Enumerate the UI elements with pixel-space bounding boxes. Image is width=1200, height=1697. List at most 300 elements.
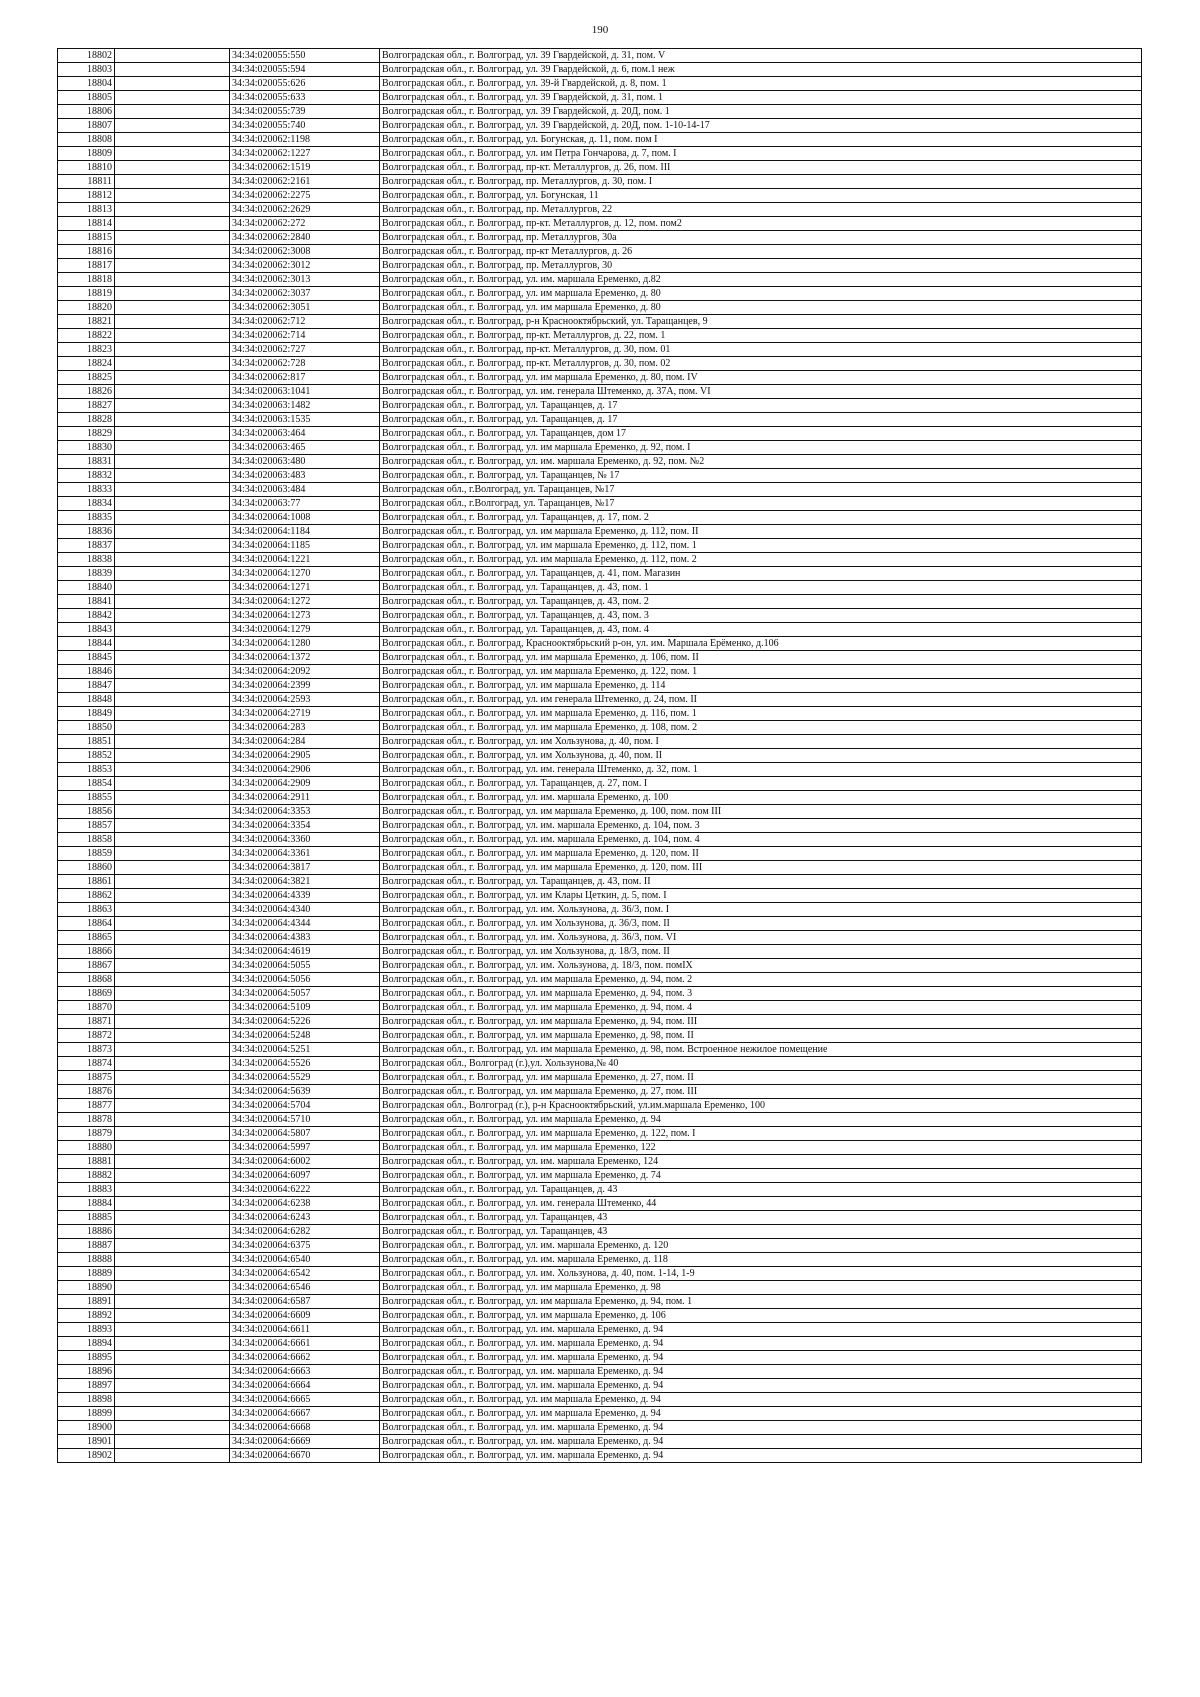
blank-cell [115, 1281, 230, 1295]
blank-cell [115, 175, 230, 189]
address-cell: Волгоградская обл., г. Волгоград, ул. им Хользунова, д. 40, пом. II [380, 749, 1142, 763]
address-cell: Волгоградская обл., г. Волгоград, ул. Таращанцев, д. 17 [380, 399, 1142, 413]
row-number-cell: 18849 [58, 707, 115, 721]
blank-cell [115, 707, 230, 721]
cadastral-number-cell: 34:34:020064:5639 [230, 1085, 380, 1099]
table-row [58, 371, 1142, 385]
table-row [58, 819, 1142, 833]
address-cell: Волгоградская обл., г. Волгоград, ул. им маршала Еременко, д. 92, пом. I [380, 441, 1142, 455]
address-cell: Волгоградская обл., г. Волгоград, ул. им маршала Еременко, д. 94, пом. III [380, 1015, 1142, 1029]
blank-cell [115, 1197, 230, 1211]
address-cell: Волгоградская обл., г. Волгоград, ул. Таращанцев, д. 43, пом. 3 [380, 609, 1142, 623]
address-cell: Волгоградская обл., г. Волгоград, ул. Таращанцев, д. 43, пом. 4 [380, 623, 1142, 637]
cadastral-number-cell: 34:34:020064:3360 [230, 833, 380, 847]
cadastral-number-cell: 34:34:020064:5055 [230, 959, 380, 973]
address-cell: Волгоградская обл., г. Волгоград, ул. им. генерала Штеменко, д. 32, пом. 1 [380, 763, 1142, 777]
cadastral-number-cell: 34:34:020064:284 [230, 735, 380, 749]
address-cell: Волгоградская обл., г. Волгоград, ул. им. Хользунова, д. 36/3, пом. VI [380, 931, 1142, 945]
cadastral-number-cell: 34:34:020064:6587 [230, 1295, 380, 1309]
address-cell: Волгоградская обл., г. Волгоград, ул. им. маршала Еременко, д. 94 [380, 1435, 1142, 1449]
address-cell: Волгоградская обл., г. Волгоград, ул. им. генерала Штеменко, 44 [380, 1197, 1142, 1211]
cadastral-number-cell: 34:34:020062:2629 [230, 203, 380, 217]
table-row [58, 651, 1142, 665]
row-number-cell: 18845 [58, 651, 115, 665]
cadastral-number-cell: 34:34:020064:6540 [230, 1253, 380, 1267]
table-row [58, 1295, 1142, 1309]
cadastral-number-cell: 34:34:020064:5710 [230, 1113, 380, 1127]
address-cell: Волгоградская обл., г. Волгоград, ул. Таращанцев, 43 [380, 1211, 1142, 1225]
address-cell: Волгоградская обл., г. Волгоград, ул. им. маршала Еременко, д. 94 [380, 1449, 1142, 1463]
row-number-cell: 18883 [58, 1183, 115, 1197]
cadastral-number-cell: 34:34:020055:626 [230, 77, 380, 91]
cadastral-number-cell: 34:34:020063:1041 [230, 385, 380, 399]
blank-cell [115, 735, 230, 749]
row-number-cell: 18899 [58, 1407, 115, 1421]
address-cell: Волгоградская обл., г. Волгоград, ул. им. маршала Еременко, д. 94 [380, 1323, 1142, 1337]
table-row [58, 315, 1142, 329]
table-row [58, 1099, 1142, 1113]
address-cell: Волгоградская обл., г. Волгоград, ул. им. маршала Еременко, д. 94 [380, 1379, 1142, 1393]
blank-cell [115, 1323, 230, 1337]
cadastral-number-cell: 34:34:020064:6002 [230, 1155, 380, 1169]
address-cell: Волгоградская обл., г. Волгоград, ул. им маршала Еременко, д. 120, пом. III [380, 861, 1142, 875]
cadastral-number-cell: 34:34:020064:4339 [230, 889, 380, 903]
table-row [58, 301, 1142, 315]
row-number-cell: 18885 [58, 1211, 115, 1225]
blank-cell [115, 91, 230, 105]
address-cell: Волгоградская обл., г. Волгоград, ул. им Хользунова, д. 18/3, пом. II [380, 945, 1142, 959]
blank-cell [115, 1295, 230, 1309]
cadastral-number-cell: 34:34:020055:633 [230, 91, 380, 105]
cadastral-number-cell: 34:34:020064:6665 [230, 1393, 380, 1407]
table-row [58, 357, 1142, 371]
blank-cell [115, 1225, 230, 1239]
row-number-cell: 18833 [58, 483, 115, 497]
row-number-cell: 18892 [58, 1309, 115, 1323]
table-row [58, 413, 1142, 427]
row-number-cell: 18811 [58, 175, 115, 189]
table-row [58, 161, 1142, 175]
cadastral-number-cell: 34:34:020064:283 [230, 721, 380, 735]
cadastral-number-cell: 34:34:020062:1519 [230, 161, 380, 175]
blank-cell [115, 329, 230, 343]
cadastral-number-cell: 34:34:020064:2909 [230, 777, 380, 791]
blank-cell [115, 1113, 230, 1127]
address-cell: Волгоградская обл., г. Волгоград, пр-кт. Металлургов, д. 22, пом. 1 [380, 329, 1142, 343]
table-row [58, 861, 1142, 875]
blank-cell [115, 875, 230, 889]
address-cell: Волгоградская обл., г. Волгоград, пр-кт. Металлургов, д. 12, пом. пом2 [380, 217, 1142, 231]
table-row [58, 1057, 1142, 1071]
row-number-cell: 18817 [58, 259, 115, 273]
cadastral-number-cell: 34:34:020062:2161 [230, 175, 380, 189]
blank-cell [115, 1351, 230, 1365]
address-cell: Волгоградская обл., г. Волгоград, ул. им. маршала Еременко, д. 94 [380, 1351, 1142, 1365]
table-row [58, 1435, 1142, 1449]
table-row [58, 903, 1142, 917]
table-row [58, 1169, 1142, 1183]
row-number-cell: 18864 [58, 917, 115, 931]
table-row [58, 609, 1142, 623]
row-number-cell: 18803 [58, 63, 115, 77]
cadastral-number-cell: 34:34:020064:1273 [230, 609, 380, 623]
blank-cell [115, 1239, 230, 1253]
row-number-cell: 18819 [58, 287, 115, 301]
row-number-cell: 18840 [58, 581, 115, 595]
row-number-cell: 18888 [58, 1253, 115, 1267]
table-row [58, 385, 1142, 399]
blank-cell [115, 1085, 230, 1099]
cadastral-number-cell: 34:34:020064:2905 [230, 749, 380, 763]
row-number-cell: 18862 [58, 889, 115, 903]
table-row [58, 175, 1142, 189]
cadastral-number-cell: 34:34:020055:594 [230, 63, 380, 77]
blank-cell [115, 889, 230, 903]
table-row [58, 889, 1142, 903]
table-row [58, 707, 1142, 721]
address-cell: Волгоградская обл., г. Волгоград, ул. им Клары Цеткин, д. 5, пом. I [380, 889, 1142, 903]
table-row [58, 343, 1142, 357]
table-row [58, 987, 1142, 1001]
address-cell: Волгоградская обл., г. Волгоград, пр. Металлургов, 30 [380, 259, 1142, 273]
blank-cell [115, 623, 230, 637]
row-number-cell: 18887 [58, 1239, 115, 1253]
blank-cell [115, 791, 230, 805]
blank-cell [115, 483, 230, 497]
row-number-cell: 18851 [58, 735, 115, 749]
blank-cell [115, 917, 230, 931]
cadastral-number-cell: 34:34:020064:2092 [230, 665, 380, 679]
table-row [58, 553, 1142, 567]
cadastral-number-cell: 34:34:020064:1279 [230, 623, 380, 637]
table-row [58, 1015, 1142, 1029]
cadastral-number-cell: 34:34:020063:483 [230, 469, 380, 483]
blank-cell [115, 819, 230, 833]
cadastral-number-cell: 34:34:020062:714 [230, 329, 380, 343]
row-number-cell: 18876 [58, 1085, 115, 1099]
cadastral-number-cell: 34:34:020062:712 [230, 315, 380, 329]
address-cell: Волгоградская обл., г. Волгоград, пр-кт. Металлургов, д. 26, пом. III [380, 161, 1142, 175]
cadastral-number-cell: 34:34:020064:5057 [230, 987, 380, 1001]
address-cell: Волгоградская обл., г. Волгоград, ул. им. маршала Еременко, д. 118 [380, 1253, 1142, 1267]
address-cell: Волгоградская обл., г. Волгоград, ул. им маршала Еременко, д. 94 [380, 1113, 1142, 1127]
row-number-cell: 18890 [58, 1281, 115, 1295]
blank-cell [115, 1393, 230, 1407]
table-row [58, 217, 1142, 231]
address-cell: Волгоградская обл., г. Волгоград, ул. 39 Гвардейской, д. 20Д, пом. 1 [380, 105, 1142, 119]
table-row [58, 1267, 1142, 1281]
address-cell: Волгоградская обл., г. Волгоград, ул. им маршала Еременко, д. 27, пом. II [380, 1071, 1142, 1085]
row-number-cell: 18816 [58, 245, 115, 259]
address-cell: Волгоградская обл., г. Волгоград, ул. им. маршала Еременко, д. 94 [380, 1337, 1142, 1351]
table-row [58, 1211, 1142, 1225]
blank-cell [115, 203, 230, 217]
table-row [58, 1239, 1142, 1253]
blank-cell [115, 539, 230, 553]
row-number-cell: 18895 [58, 1351, 115, 1365]
row-number-cell: 18837 [58, 539, 115, 553]
row-number-cell: 18891 [58, 1295, 115, 1309]
row-number-cell: 18850 [58, 721, 115, 735]
cadastral-number-cell: 34:34:020062:727 [230, 343, 380, 357]
blank-cell [115, 525, 230, 539]
blank-cell [115, 441, 230, 455]
blank-cell [115, 721, 230, 735]
row-number-cell: 18815 [58, 231, 115, 245]
cadastral-number-cell: 34:34:020064:6611 [230, 1323, 380, 1337]
cadastral-number-cell: 34:34:020063:1535 [230, 413, 380, 427]
row-number-cell: 18881 [58, 1155, 115, 1169]
table-row [58, 749, 1142, 763]
table-row [58, 1421, 1142, 1435]
row-number-cell: 18869 [58, 987, 115, 1001]
cadastral-number-cell: 34:34:020064:2911 [230, 791, 380, 805]
blank-cell [115, 665, 230, 679]
address-cell: Волгоградская обл., г. Волгоград, ул. им. маршала Еременко, д. 100 [380, 791, 1142, 805]
blank-cell [115, 749, 230, 763]
table-row [58, 1183, 1142, 1197]
table-row [58, 1379, 1142, 1393]
row-number-cell: 18853 [58, 763, 115, 777]
cadastral-number-cell: 34:34:020064:5997 [230, 1141, 380, 1155]
row-number-cell: 18836 [58, 525, 115, 539]
row-number-cell: 18824 [58, 357, 115, 371]
table-row [58, 63, 1142, 77]
table-row [58, 763, 1142, 777]
cadastral-number-cell: 34:34:020064:5056 [230, 973, 380, 987]
table-row [58, 721, 1142, 735]
address-cell: Волгоградская обл., г. Волгоград, ул. Таращанцев, д. 43, пом. II [380, 875, 1142, 889]
row-number-cell: 18834 [58, 497, 115, 511]
cadastral-number-cell: 34:34:020055:739 [230, 105, 380, 119]
blank-cell [115, 357, 230, 371]
row-number-cell: 18843 [58, 623, 115, 637]
address-cell: Волгоградская обл., г. Волгоград, ул. Таращанцев, д. 43, пом. 2 [380, 595, 1142, 609]
blank-cell [115, 861, 230, 875]
address-cell: Волгоградская обл., г. Волгоград, ул. им маршала Еременко, д. 80 [380, 287, 1142, 301]
table-row [58, 693, 1142, 707]
blank-cell [115, 1141, 230, 1155]
cadastral-number-cell: 34:34:020064:6670 [230, 1449, 380, 1463]
cadastral-number-cell: 34:34:020062:728 [230, 357, 380, 371]
address-cell: Волгоградская обл., г. Волгоград, ул. им маршала Еременко, 122 [380, 1141, 1142, 1155]
blank-cell [115, 1155, 230, 1169]
table-row [58, 511, 1142, 525]
row-number-cell: 18878 [58, 1113, 115, 1127]
row-number-cell: 18889 [58, 1267, 115, 1281]
row-number-cell: 18861 [58, 875, 115, 889]
table-row [58, 917, 1142, 931]
address-cell: Волгоградская обл., г. Волгоград, ул. Таращанцев, д. 41, пом. Магазин [380, 567, 1142, 581]
address-cell: Волгоградская обл., г. Волгоград, ул. им маршала Еременко, д. 112, пом. II [380, 525, 1142, 539]
address-cell: Волгоградская обл., г. Волгоград, ул. им маршала Еременко, д. 106, пом. II [380, 651, 1142, 665]
address-cell: Волгоградская обл., г. Волгоград, ул. им маршала Еременко, д. 100, пом. пом III [380, 805, 1142, 819]
row-number-cell: 18829 [58, 427, 115, 441]
blank-cell [115, 987, 230, 1001]
table-row [58, 805, 1142, 819]
cadastral-number-cell: 34:34:020064:6661 [230, 1337, 380, 1351]
row-number-cell: 18818 [58, 273, 115, 287]
blank-cell [115, 399, 230, 413]
blank-cell [115, 147, 230, 161]
table-row [58, 1113, 1142, 1127]
blank-cell [115, 805, 230, 819]
cadastral-number-cell: 34:34:020062:817 [230, 371, 380, 385]
row-number-cell: 18841 [58, 595, 115, 609]
address-cell: Волгоградская обл., г. Волгоград, ул. им. маршала Еременко, д. 104, пом. 3 [380, 819, 1142, 833]
row-number-cell: 18882 [58, 1169, 115, 1183]
table-row [58, 147, 1142, 161]
row-number-cell: 18877 [58, 1099, 115, 1113]
table-row [58, 203, 1142, 217]
cadastral-number-cell: 34:34:020064:6663 [230, 1365, 380, 1379]
cadastral-number-cell: 34:34:020064:6668 [230, 1421, 380, 1435]
table-row [58, 525, 1142, 539]
address-cell: Волгоградская обл., г. Волгоград, ул. Таращанцев, дом 17 [380, 427, 1142, 441]
address-cell: Волгоградская обл., г. Волгоград, ул. им маршала Еременко, д. 74 [380, 1169, 1142, 1183]
blank-cell [115, 1099, 230, 1113]
address-cell: Волгоградская обл., г. Волгоград, ул. им. маршала Еременко, д.82 [380, 273, 1142, 287]
address-cell: Волгоградская обл., г. Волгоград, ул. им Хользунова, д. 40, пом. I [380, 735, 1142, 749]
row-number-cell: 18902 [58, 1449, 115, 1463]
blank-cell [115, 287, 230, 301]
cadastral-number-cell: 34:34:020055:740 [230, 119, 380, 133]
row-number-cell: 18844 [58, 637, 115, 651]
blank-cell [115, 189, 230, 203]
row-number-cell: 18802 [58, 49, 115, 63]
row-number-cell: 18807 [58, 119, 115, 133]
blank-cell [115, 1407, 230, 1421]
blank-cell [115, 553, 230, 567]
cadastral-number-cell: 34:34:020064:1270 [230, 567, 380, 581]
blank-cell [115, 777, 230, 791]
blank-cell [115, 133, 230, 147]
blank-cell [115, 931, 230, 945]
row-number-cell: 18894 [58, 1337, 115, 1351]
cadastral-number-cell: 34:34:020064:6238 [230, 1197, 380, 1211]
blank-cell [115, 1127, 230, 1141]
blank-cell [115, 301, 230, 315]
row-number-cell: 18886 [58, 1225, 115, 1239]
cadastral-number-cell: 34:34:020062:2275 [230, 189, 380, 203]
blank-cell [115, 1071, 230, 1085]
blank-cell [115, 1029, 230, 1043]
row-number-cell: 18828 [58, 413, 115, 427]
cadastral-number-cell: 34:34:020064:6667 [230, 1407, 380, 1421]
table-row [58, 665, 1142, 679]
address-cell: Волгоградская обл., г. Волгоград, пр. Металлургов, 22 [380, 203, 1142, 217]
cadastral-number-cell: 34:34:020064:5226 [230, 1015, 380, 1029]
table-row [58, 1043, 1142, 1057]
cadastral-number-cell: 34:34:020064:5529 [230, 1071, 380, 1085]
table-row [58, 133, 1142, 147]
blank-cell [115, 959, 230, 973]
address-cell: Волгоградская обл., г. Волгоград, ул. им маршала Еременко, д. 122, пом. I [380, 1127, 1142, 1141]
blank-cell [115, 231, 230, 245]
row-number-cell: 18809 [58, 147, 115, 161]
address-cell: Волгоградская обл., г. Волгоград, ул. им. Хользунова, д. 36/3, пом. I [380, 903, 1142, 917]
blank-cell [115, 1169, 230, 1183]
blank-cell [115, 1337, 230, 1351]
address-cell: Волгоградская обл., г. Волгоград, ул. Таращанцев, д. 17 [380, 413, 1142, 427]
address-cell: Волгоградская обл., г. Волгоград, ул. 39-й Гвардейской, д. 8, пом. 1 [380, 77, 1142, 91]
row-number-cell: 18857 [58, 819, 115, 833]
table-row [58, 427, 1142, 441]
row-number-cell: 18858 [58, 833, 115, 847]
row-number-cell: 18896 [58, 1365, 115, 1379]
table-row [58, 1407, 1142, 1421]
blank-cell [115, 581, 230, 595]
address-cell: Волгоградская обл., г. Волгоград, ул. им маршала Еременко, д. 80 [380, 301, 1142, 315]
row-number-cell: 18898 [58, 1393, 115, 1407]
cadastral-number-cell: 34:34:020064:4619 [230, 945, 380, 959]
row-number-cell: 18879 [58, 1127, 115, 1141]
row-number-cell: 18897 [58, 1379, 115, 1393]
table-row [58, 105, 1142, 119]
cadastral-number-cell: 34:34:020064:6669 [230, 1435, 380, 1449]
blank-cell [115, 1309, 230, 1323]
cadastral-number-cell: 34:34:020064:6375 [230, 1239, 380, 1253]
cadastral-number-cell: 34:34:020064:1185 [230, 539, 380, 553]
address-cell: Волгоградская обл., г. Волгоград, ул. Таращанцев, д. 27, пом. I [380, 777, 1142, 791]
blank-cell [115, 1253, 230, 1267]
row-number-cell: 18810 [58, 161, 115, 175]
address-cell: Волгоградская обл., Волгоград (г.), р-н Краснооктябрьский, ул.им.маршала Еременко, 100 [380, 1099, 1142, 1113]
table-row [58, 777, 1142, 791]
row-number-cell: 18830 [58, 441, 115, 455]
table-row [58, 637, 1142, 651]
row-number-cell: 18820 [58, 301, 115, 315]
table-row [58, 441, 1142, 455]
cadastral-number-cell: 34:34:020064:1008 [230, 511, 380, 525]
registry-table [57, 48, 1142, 1463]
table-row [58, 1323, 1142, 1337]
table-row [58, 847, 1142, 861]
address-cell: Волгоградская обл., г. Волгоград, пр-кт Металлургов, д. 26 [380, 245, 1142, 259]
cadastral-number-cell: 34:34:020064:5807 [230, 1127, 380, 1141]
row-number-cell: 18880 [58, 1141, 115, 1155]
cadastral-number-cell: 34:34:020063:465 [230, 441, 380, 455]
cadastral-number-cell: 34:34:020064:4344 [230, 917, 380, 931]
cadastral-number-cell: 34:34:020064:6609 [230, 1309, 380, 1323]
blank-cell [115, 105, 230, 119]
cadastral-number-cell: 34:34:020064:1271 [230, 581, 380, 595]
page-number: 190 [591, 24, 609, 36]
row-number-cell: 18863 [58, 903, 115, 917]
row-number-cell: 18827 [58, 399, 115, 413]
blank-cell [115, 903, 230, 917]
row-number-cell: 18822 [58, 329, 115, 343]
cadastral-number-cell: 34:34:020064:6664 [230, 1379, 380, 1393]
table-row [58, 595, 1142, 609]
table-row [58, 189, 1142, 203]
row-number-cell: 18839 [58, 567, 115, 581]
row-number-cell: 18825 [58, 371, 115, 385]
table-row [58, 1127, 1142, 1141]
row-number-cell: 18848 [58, 693, 115, 707]
cadastral-number-cell: 34:34:020062:3013 [230, 273, 380, 287]
table-row [58, 567, 1142, 581]
blank-cell [115, 245, 230, 259]
cadastral-number-cell: 34:34:020063:77 [230, 497, 380, 511]
address-cell: Волгоградская обл., г. Волгоград, ул. Таращанцев, д. 43, пом. 1 [380, 581, 1142, 595]
blank-cell [115, 469, 230, 483]
address-cell: Волгоградская обл., г. Волгоград, ул. 39 Гвардейской, д. 31, пом. 1 [380, 91, 1142, 105]
blank-cell [115, 413, 230, 427]
cadastral-number-cell: 34:34:020064:5704 [230, 1099, 380, 1113]
row-number-cell: 18873 [58, 1043, 115, 1057]
cadastral-number-cell: 34:34:020064:3821 [230, 875, 380, 889]
